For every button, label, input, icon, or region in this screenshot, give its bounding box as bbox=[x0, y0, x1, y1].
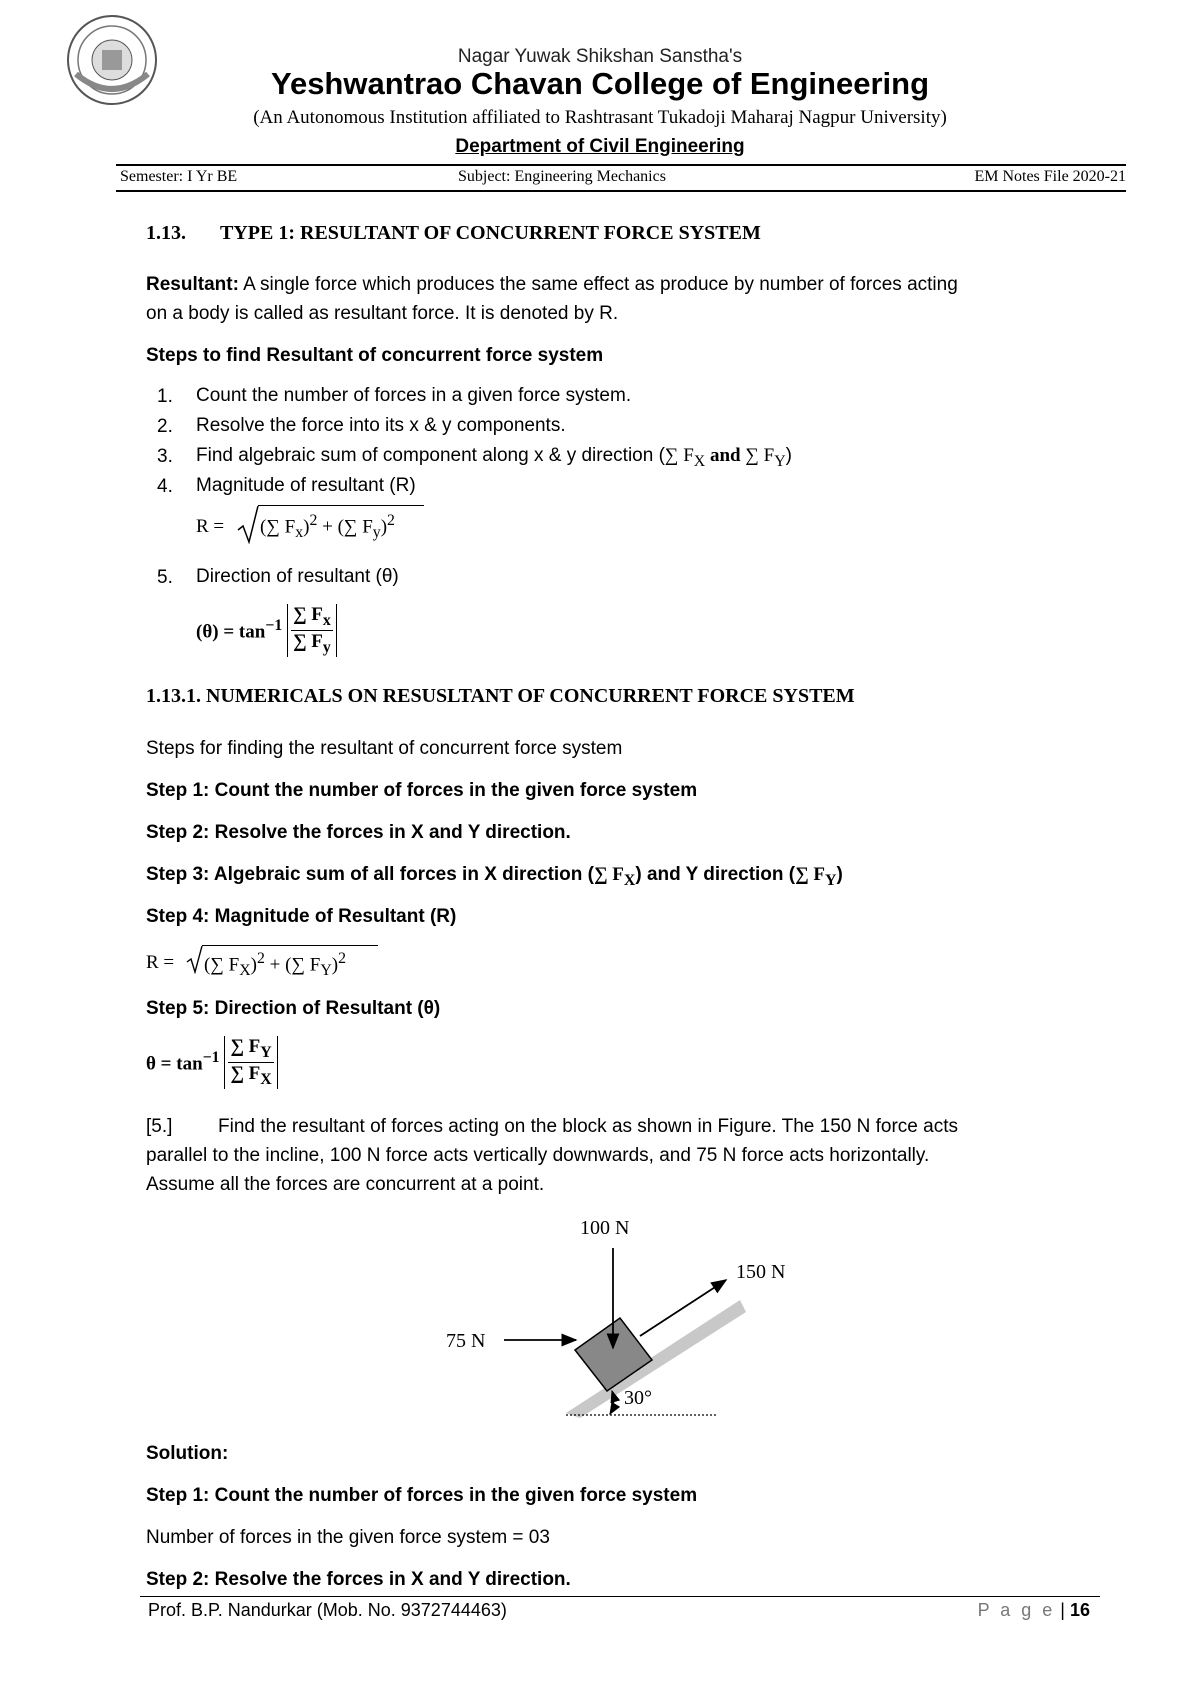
page-label: P a g e bbox=[977, 1600, 1056, 1620]
equation-direction: $(\theta) = \tan^{-1}$ $\frac{\sum F_x}{\sum F_y}$ bbox=[196, 604, 337, 657]
problem-line-3: Assume all the forces are concurrent at a point. bbox=[146, 1174, 545, 1195]
header-rule-bottom bbox=[116, 190, 1126, 192]
num-step-2: Step 2: Resolve the forces in X and Y direction. bbox=[146, 822, 571, 843]
sqrt-symbol bbox=[236, 504, 260, 544]
department: Department of Civil Engineering bbox=[455, 136, 745, 157]
step-text-5: Direction of resultant (θ) bbox=[196, 566, 399, 587]
label-100n: 100 N bbox=[580, 1217, 630, 1239]
num-equation-resultant: R = bbox=[146, 952, 175, 973]
page-number: 16 bbox=[1069, 1600, 1090, 1620]
page-indicator: P a g e | 16 bbox=[977, 1600, 1090, 1620]
label-75n: 75 N bbox=[446, 1330, 486, 1352]
problem-line-2: parallel to the incline, 100 N force acts vertically downwards, and 75 N force acts horizontally. bbox=[146, 1145, 930, 1166]
step-number-4: 4. bbox=[157, 476, 173, 497]
step-text-3-prefix: Find algebraic sum of component along x & y direction ( bbox=[196, 445, 665, 466]
footer-author: Prof. B.P. Nandurkar (Mob. No. 9372744463) bbox=[148, 1600, 507, 1620]
equation-resultant-body: (∑ $F_x)^2$ + (∑ $F_y)^2$ bbox=[260, 512, 395, 542]
subject: Subject: Engineering Mechanics bbox=[458, 168, 666, 185]
affiliation: (An Autonomous Institution affiliated to Rashtrasant Tukadoji Maharaj Nagpur University) bbox=[253, 107, 947, 128]
step3-sum-fx: ∑ $F_X$ and ∑ $F_Y$ bbox=[664, 445, 786, 470]
step-text-1: Count the number of forces in a given force system. bbox=[196, 385, 632, 406]
section-title: TYPE 1: RESULTANT OF CONCURRENT FORCE SYSTEM bbox=[220, 222, 761, 244]
steps-heading: Steps to find Resultant of concurrent force system bbox=[146, 345, 604, 366]
num-step-5: Step 5: Direction of Resultant (θ) bbox=[146, 998, 441, 1019]
step-text-2: Resolve the force into its x & y components. bbox=[196, 415, 566, 436]
step-text-3: Find algebraic sum of component along x & y direction (∑ $F_X$ and ∑ $F_Y$) bbox=[196, 445, 792, 470]
label-150n: 150 N bbox=[736, 1261, 786, 1283]
step-text-4: Magnitude of resultant (R) bbox=[196, 475, 416, 496]
problem-line-1: Find the resultant of forces acting on the block as shown in Figure. The 150 N force acts bbox=[218, 1116, 958, 1137]
resultant-label: Resultant: bbox=[146, 274, 239, 295]
step-number-1: 1. bbox=[157, 386, 173, 407]
sqrt-bar-2 bbox=[202, 945, 378, 946]
resultant-text-2: on a body is called as resultant force. It is denoted by R. bbox=[146, 303, 619, 324]
sqrt-bar bbox=[258, 505, 424, 506]
sqrt-symbol-2 bbox=[186, 944, 204, 974]
force-diagram bbox=[440, 1208, 820, 1428]
label-angle: 30° bbox=[624, 1387, 652, 1409]
num-step-1: Step 1: Count the number of forces in the given force system bbox=[146, 780, 698, 801]
solution-label: Solution: bbox=[146, 1443, 229, 1464]
equation-resultant: R = bbox=[196, 516, 225, 537]
num-equation-resultant-body: (∑ $F_X)^2$ + (∑ $F_Y)^2$ bbox=[204, 950, 346, 980]
step-number-5: 5. bbox=[157, 567, 173, 588]
semester: Semester: I Yr BE bbox=[120, 168, 238, 185]
college-name: Yeshwantrao Chavan College of Engineering bbox=[270, 66, 930, 101]
solution-step-1: Step 1: Count the number of forces in the given force system bbox=[146, 1485, 698, 1506]
resultant-text-1: A single force which produces the same effect as produce by number of forces acting bbox=[238, 274, 958, 295]
num-step-3: Step 3: Algebraic sum of all forces in X direction (∑ $F_X$) and Y direction (∑ $F_Y$) bbox=[146, 864, 843, 889]
notes-file: EM Notes File 2020-21 bbox=[974, 168, 1126, 185]
problem-number: [5.] bbox=[146, 1116, 173, 1137]
solution-step-2: Step 2: Resolve the forces in X and Y direction. bbox=[146, 1569, 571, 1590]
step-number-3: 3. bbox=[157, 446, 173, 467]
header-rule-top bbox=[116, 164, 1126, 166]
num-equation-direction: $\theta = \tan^{-1}$ $\frac{\sum F_Y}{\sum F_X}$ bbox=[146, 1036, 278, 1089]
num-step-4: Step 4: Magnitude of Resultant (R) bbox=[146, 906, 457, 927]
force-count: Number of forces in the given force system = 03 bbox=[146, 1527, 550, 1548]
section-number: 1.13. bbox=[146, 222, 186, 244]
step-number-2: 2. bbox=[157, 416, 173, 437]
numericals-title: 1.13.1. NUMERICALS ON RESUSLTANT OF CONCURRENT FORCE SYSTEM bbox=[146, 685, 855, 707]
footer-rule bbox=[140, 1596, 1100, 1597]
resultant-definition bbox=[146, 270, 958, 299]
numericals-intro: Steps for finding the resultant of concurrent force system bbox=[146, 738, 623, 759]
org-name: Nagar Yuwak Shikshan Sanstha's bbox=[457, 46, 743, 67]
